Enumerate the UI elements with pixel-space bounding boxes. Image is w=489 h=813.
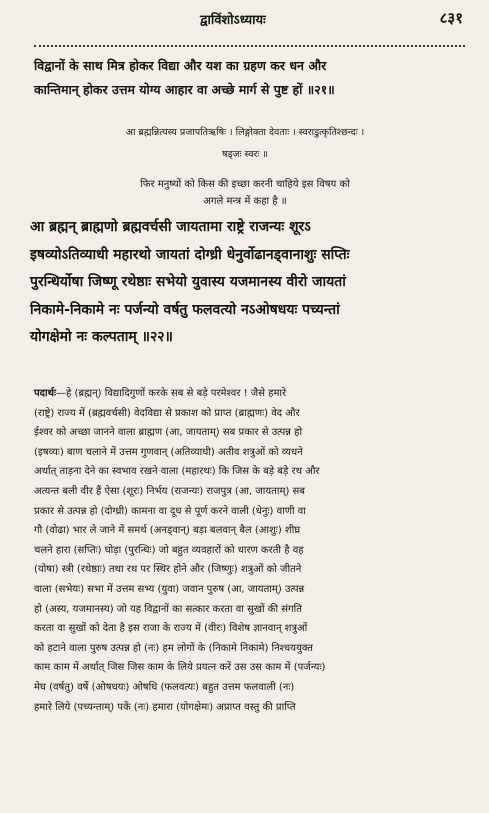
text-line: (राष्ट्रे) राज्य में (ब्रह्मवर्चसी) वेदविद्या से प्रकाश को प्राप्त (ब्राह्मणः) वेद और	[34, 407, 300, 419]
metadata-line: षड्जः स्वरः ॥	[221, 149, 269, 160]
page-header	[0, 4, 489, 34]
text-line: चलने हारा (सप्तिः) घोड़ा (पुरन्धिः) जो बहुत व्यवहारों को धारण करती है वह	[34, 544, 304, 556]
intro-line: अगले मन्त्र में कहा है ॥	[203, 196, 287, 207]
text-line: अत्यन्त बली वीर हैं ऐसा (शूरः) निर्भय (राजन्यः) राजपुत्र (आ, जायताम्) सब	[34, 485, 306, 497]
text-line: (इषव्यः) बाण चलाने में उत्तम गुणवान् (अतिव्याधी) अतीव शत्रुओं को व्यधने	[34, 446, 303, 458]
word-meaning-section	[34, 384, 464, 717]
text-line: वाला (सभेयः) सभा में उत्तम सभ्य (युवा) जवान पुरुष (आ, जायताम्) उत्पन्न	[34, 583, 305, 595]
page-number: ८३१	[439, 9, 463, 27]
text-line: करता वा सुखों को देता है इस राजा के राज्य में (वीरः) विशेष ज्ञानवान् शत्रुओं	[34, 623, 308, 635]
text-line: कान्तिमान् होकर उत्तम योग्य आहार वा अच्छे मार्ग से पुष्ट हों ॥२१॥	[34, 82, 335, 97]
padartha-label: पदार्थः	[34, 388, 56, 399]
text-line-content: —हे (ब्रह्मन्) विद्यादिगुणों करके सब से बड़े परमेश्वर ! जैसे हमारे	[56, 388, 287, 399]
mantra-line: आ ब्रह्मन् ब्राह्मणो ब्रह्मवर्चसी जायतामा राष्ट्रे राजन्यः शूरऽ	[30, 219, 311, 235]
text-line: (योषा) स्त्री (रथेष्ठाः) तथा रथ पर स्थिर होने और (जिष्णुः) शत्रुओं को जीतने	[34, 564, 302, 576]
text-line: मेघ (वर्षतु) वर्षे (ओषधयः) ओषधि (फलवत्यः) बहुत उत्तम फलवाली (नः)	[34, 681, 295, 693]
text-line: प्रकार से उत्पन्न हो (दोग्ध्री) कामना वा दूध से पूर्ण करने वाली (धेनुः) वाणी वा	[34, 505, 306, 517]
metadata-line: आ ब्रह्मन्नित्यस्य प्रजापतिऋषिः । लिङ्गोक्ता देवताः । स्वराडुत्कृतिश्छन्दः ।	[125, 127, 365, 138]
text-line: हो (अस्य, यजमानस्य) जो यह विद्वानों का सत्कार करता वा सुखों की संगति	[34, 603, 302, 615]
mantra-line: योगक्षेमो नः कल्पताम् ॥२२॥	[30, 329, 173, 345]
preceding-paragraph	[34, 54, 460, 102]
mantra-metadata	[30, 122, 460, 166]
mantra-line: पुरन्धिर्योषा जिष्णू रथेष्ठाः सभेयो युवास्य यजमानस्य वीरो जायतां	[30, 274, 346, 290]
text-line: अर्थात् ताड़ना देने का स्वभाव रखने वाला (महारथः) कि जिस के बड़े बड़े रथ और	[34, 466, 320, 478]
text-line: ईश्वर को अच्छा जानने वाला ब्राह्मण (आ, जायताम्) सब प्रकार से उत्पन्न हो	[34, 427, 303, 439]
mantra-text	[30, 214, 470, 352]
mantra-line: इषव्योऽतिव्याधी महारथो जायतां दोग्ध्री धेनुर्वोढानड्वानाशुः सप्तिः	[30, 246, 350, 263]
intro-line: फिर मनुष्यों को किस की इच्छा करनी चाहिये इस विषय को	[140, 179, 350, 190]
text-line: हमारे लिये (पच्यन्ताम्) पकें (नः) हमारा (योगक्षेमः) अप्राप्त वस्तु की प्राप्ति	[34, 701, 296, 713]
chapter-title: द्वाविंशोऽध्यायः	[200, 13, 266, 28]
text-line: विद्वानों के साथ मित्र होकर विद्या और यश का ग्रहण कर धन और	[34, 58, 327, 73]
header-divider	[34, 45, 465, 47]
mantra-line: निकामे-निकामे नः पर्जन्यो वर्षतु फलवत्यो नऽओषधयः पच्यन्तां	[30, 301, 340, 318]
text-line: को हटाने वाला पुरुष उत्पन्न हो (नः) हम लोगों के (निकामे निकामे) निश्चययुक्त	[34, 642, 313, 654]
text-line: काम काम में अर्थात् जिस जिस काम के लिये प्रयत्न करें उस उस काम में (पर्जन्यः)	[34, 662, 326, 674]
mantra-introduction	[30, 176, 460, 210]
text-line	[34, 384, 464, 404]
text-line: गौ (वोढा) भार ले जाने में समर्थ (अनड्वान्) बड़ा बलवान् बैल (आशुः) शीघ्र	[34, 525, 301, 537]
